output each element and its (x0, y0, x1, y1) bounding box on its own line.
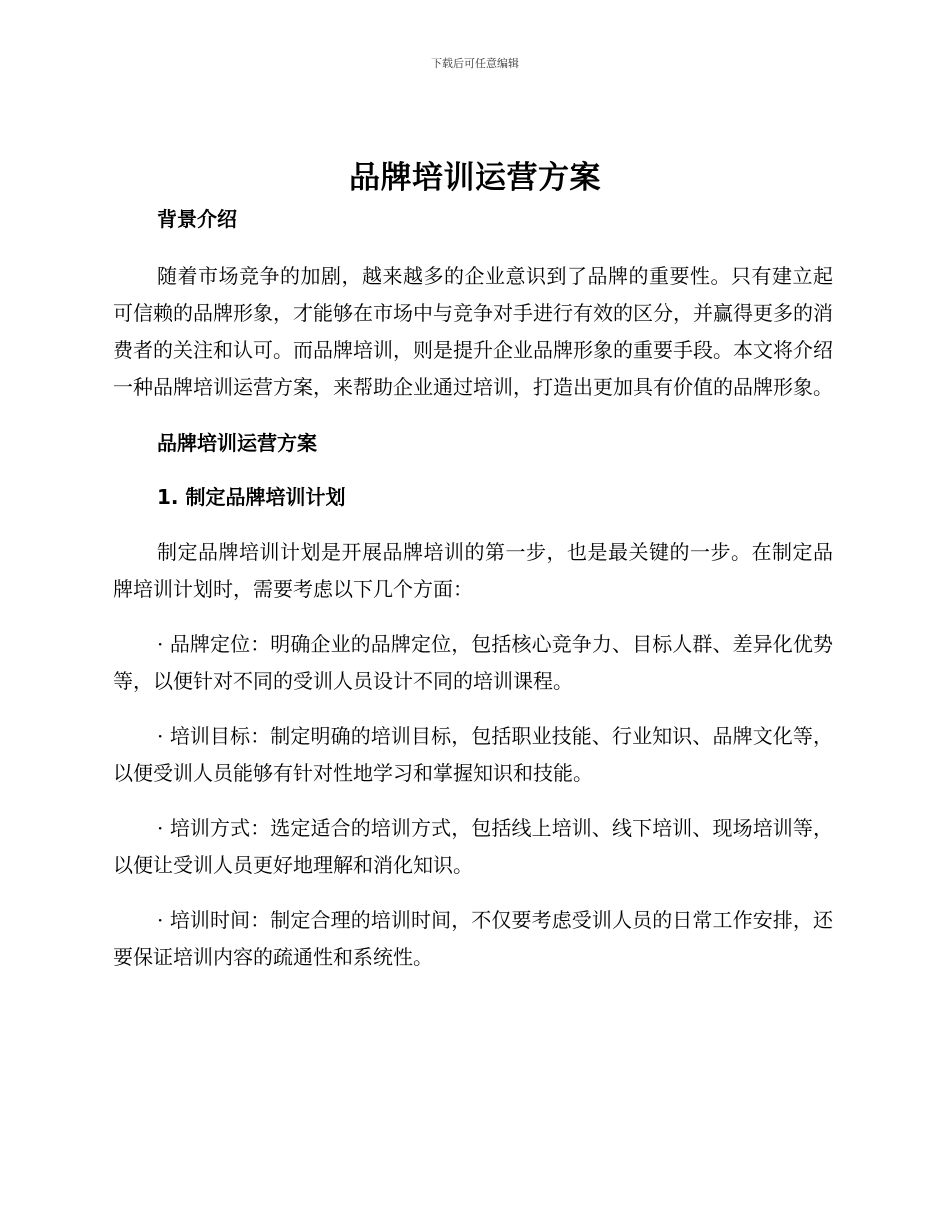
subsection-heading-step1: 1. 制定品牌培训计划 (157, 485, 346, 509)
bullet-item-training-time: · 培训时间：制定合理的培训时间，不仅要考虑受训人员的日常工作安排，还要保证培训内容的疏通性和系统性。 (113, 908, 833, 969)
section-heading-background: 背景介绍 (157, 207, 237, 231)
bullet-item-brand-positioning: · 品牌定位：明确企业的品牌定位，包括核心竞争力、目标人群、差异化优势等，以便针对不同的受训人员设计不同的培训课程。 (113, 632, 833, 693)
bullet-item-training-goals: · 培训目标：制定明确的培训目标，包括职业技能、行业知识、品牌文化等，以便受训人员能够有针对性地学习和掌握知识和技能。 (113, 724, 833, 785)
document-title: 品牌培训运营方案 (349, 160, 601, 196)
background-paragraph: 随着市场竞争的加剧，越来越多的企业意识到了品牌的重要性。只有建立起可信赖的品牌形象，才能够在市场中与竞争对手进行有效的区分，并赢得更多的消费者的关注和认可。而品牌培训，则是提升企业品牌形象的重要手段。本文将介绍一种品牌培训运营方案，来帮助企业通过培训，打造出更加具有价值的品牌形象。 (113, 264, 833, 399)
bullet-item-training-methods: · 培训方式：选定适合的培训方式，包括线上培训、线下培训、现场培训等，以便让受训人员更好地理解和消化知识。 (113, 816, 833, 877)
section-heading-plan: 品牌培训运营方案 (157, 431, 317, 455)
document-body (113, 200, 833, 976)
header-note: 下载后可任意编辑 (431, 57, 519, 70)
step1-paragraph: 制定品牌培训计划是开展品牌培训的第一步，也是最关键的一步。在制定品牌培训计划时，需要考虑以下几个方面： (113, 540, 833, 601)
